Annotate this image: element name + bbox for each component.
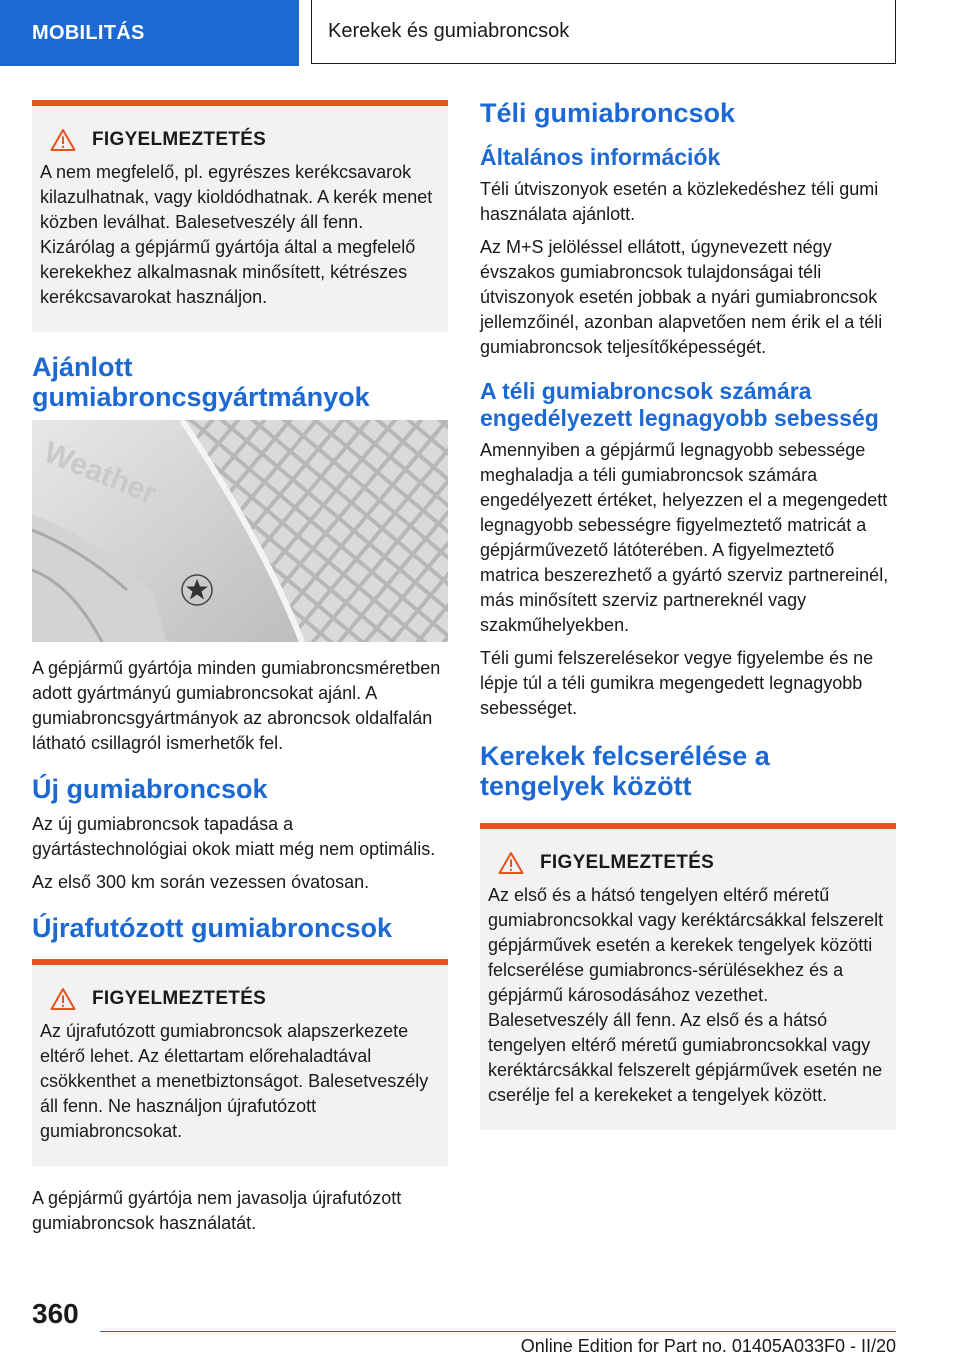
general-text-2: Az M+S jelöléssel ellátott, úgynevezett négy évszakos gumiabroncsok tulajdonságai téli útviszonyok esetén jobbak a nyári gumiabroncsok jellemzőinél, azonban alapvetően nem érik el a téli gumiabroncsok teljesítőképességét. [480,237,883,357]
warning-triangle-icon [50,987,76,1011]
general-text-1: Téli útviszonyok esetén a közlekedéshez téli gumi használata ajánlott. [480,179,879,224]
heading-winter-tires: Téli gumiabroncsok [480,98,736,128]
right-column [480,98,896,1150]
page-number: 360 [32,1298,79,1329]
heading-retread-tires: Újrafutózott gumiabroncsok [32,913,393,943]
retread-text: A gépjármű gyártója nem javasolja újrafutózott gumiabroncsok használatát. [32,1188,402,1233]
warning-text: A nem megfelelő, pl. egyrészes kerékcsavarok kilazulhatnak, vagy kioldódhatnak. A kerék menet közben leválhat. Balesetveszély áll fenn. Kizárólag a gépjármű gyártója által a megfelelő kerekekhez alkalmasnak minősített, kétrészes kerékcsavarokat használjon. [40,162,433,307]
warning-box-retread [32,959,448,1166]
left-column [32,100,448,1244]
heading-swap-wheels: Kerekek felcserélése a tengelyek között [480,741,770,801]
heading-recommended-brands: Ajánlott gumiabroncsgyártmányok [32,352,370,412]
tire-sidewall-image [32,420,448,642]
chapter-title: Kerekek és gumiabroncsok [311,0,896,64]
warning-box-swap [480,823,896,1130]
page-header [0,0,960,66]
footer-divider [100,1331,896,1332]
edition-note: Online Edition for Part no. 01405A033F0 - II/20 [520,1336,896,1356]
warning-label: FIGYELMEZTETÉS [92,129,267,150]
warning-label: FIGYELMEZTETÉS [540,852,715,873]
warning-triangle-icon [50,128,76,152]
warning-text: Az újrafutózott gumiabroncsok alapszerkezete eltérő lehet. Az élettartam előrehaladtával csökkenthet a menetbiztonságot. Balesetveszély áll fenn. Ne használjon újrafutózott gumiabroncsokat. [40,1021,429,1141]
warning-label: FIGYELMEZTETÉS [92,988,267,1009]
new-tires-text-1: Az új gumiabroncsok tapadása a gyártástechnológiai okok miatt még nem optimális. [32,814,436,859]
recommended-text: A gépjármű gyártója minden gumiabroncsméretben adott gyártmányú gumiabroncsokat ajánl. A gumiabroncsgyártmányok az abroncsok oldalfalán látható csillagról ismerhetők fel. [32,658,441,753]
warning-triangle-icon [498,851,524,875]
warning-text: Az első és a hátsó tengelyen eltérő méretű gumiabroncsokkal vagy keréktárcsákkal felszerelt gépjárművek esetén a kerekek tengelyek közötti felcserélése gumiabroncs-sérülésekhez és a gépjármű károsodásához vezethet. Balesetveszély áll fenn. Az első és a hátsó tengelyen eltérő méretű gumiabroncsokkal vagy keréktárcsákkal felszerelt gépjárművek esetén ne cserélje fel a kerekeket a tengelyek között. [488,885,884,1105]
new-tires-text-2: Az első 300 km során vezessen óvatosan. [32,872,370,892]
section-tab: MOBILITÁS [0,0,299,66]
heading-new-tires: Új gumiabroncsok [32,774,268,804]
svg-text:Weather: Weather [39,435,161,511]
speed-text-1: Amennyiben a gépjármű legnagyobb sebessége meghaladja a téli gumiabroncsok számára engedélyezett értéket, helyezzen el a megengedett legnagyobb sebességre figyelmeztető matricát a gépjárművezető látóterében. A figyelmeztető matrica beszerezhető a gyártó szerviz partnereinél, más minősített szerviz partnereknél vagy szakműhelyekben. [480,440,889,635]
warning-box-wheel-bolts [32,100,448,332]
speed-text-2: Téli gumi felszerelésekor vegye figyelembe és ne lépje túl a téli gumikra megengedett legnagyobb sebességet. [480,648,874,718]
heading-general-info: Általános információk [480,144,721,170]
heading-max-speed: A téli gumiabroncsok számára engedélyezett legnagyobb sebesség [480,378,879,431]
